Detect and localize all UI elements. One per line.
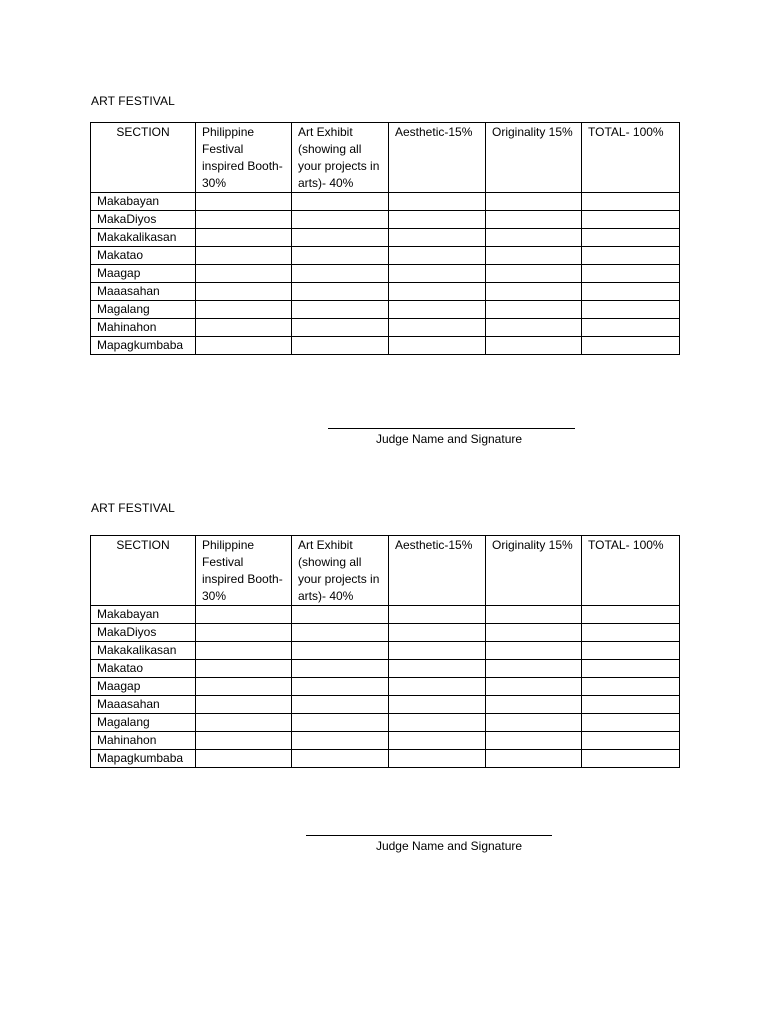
score-cell[interactable] bbox=[486, 193, 582, 211]
score-cell[interactable] bbox=[486, 265, 582, 283]
score-cell[interactable] bbox=[292, 229, 389, 247]
score-cell[interactable] bbox=[486, 229, 582, 247]
table-row bbox=[91, 337, 680, 355]
table-row bbox=[91, 229, 680, 247]
score-cell[interactable] bbox=[196, 319, 292, 337]
section-name: Makatao bbox=[91, 247, 196, 265]
score-cell[interactable] bbox=[389, 678, 486, 696]
score-cell[interactable] bbox=[486, 714, 582, 732]
score-cell[interactable] bbox=[389, 193, 486, 211]
header-originality: Originality 15% bbox=[486, 536, 582, 606]
score-cell[interactable] bbox=[292, 283, 389, 301]
section-name: Makabayan bbox=[91, 193, 196, 211]
table-row bbox=[91, 678, 680, 696]
score-cell[interactable] bbox=[582, 624, 680, 642]
score-table bbox=[90, 122, 680, 355]
score-cell[interactable] bbox=[196, 606, 292, 624]
section-name: Magalang bbox=[91, 714, 196, 732]
table-row bbox=[91, 211, 680, 229]
header-section: SECTION bbox=[91, 123, 196, 193]
header-festival-booth: Philippine Festival inspired Booth-30% bbox=[196, 123, 292, 193]
score-cell[interactable] bbox=[196, 732, 292, 750]
score-cell[interactable] bbox=[389, 337, 486, 355]
score-cell[interactable] bbox=[582, 678, 680, 696]
score-cell[interactable] bbox=[486, 301, 582, 319]
table-row bbox=[91, 247, 680, 265]
score-cell[interactable] bbox=[196, 283, 292, 301]
section-name: Mapagkumbaba bbox=[91, 750, 196, 768]
form-title: ART FESTIVAL bbox=[91, 94, 175, 108]
table-header-row bbox=[91, 536, 680, 606]
header-festival-booth: Philippine Festival inspired Booth-30% bbox=[196, 536, 292, 606]
score-cell[interactable] bbox=[486, 337, 582, 355]
section-name: MakaDiyos bbox=[91, 211, 196, 229]
score-cell[interactable] bbox=[389, 247, 486, 265]
score-cell[interactable] bbox=[196, 750, 292, 768]
section-name: Mahinahon bbox=[91, 732, 196, 750]
score-cell[interactable] bbox=[582, 247, 680, 265]
score-cell[interactable] bbox=[196, 714, 292, 732]
header-total: TOTAL- 100% bbox=[582, 536, 680, 606]
score-cell[interactable] bbox=[389, 319, 486, 337]
score-cell[interactable] bbox=[582, 606, 680, 624]
score-cell[interactable] bbox=[389, 265, 486, 283]
score-cell[interactable] bbox=[582, 193, 680, 211]
score-cell[interactable] bbox=[389, 283, 486, 301]
score-cell[interactable] bbox=[582, 750, 680, 768]
table-row bbox=[91, 642, 680, 660]
score-cell[interactable] bbox=[486, 319, 582, 337]
score-cell[interactable] bbox=[292, 301, 389, 319]
score-cell[interactable] bbox=[486, 696, 582, 714]
section-name: MakaDiyos bbox=[91, 624, 196, 642]
score-cell[interactable] bbox=[486, 211, 582, 229]
score-cell[interactable] bbox=[292, 750, 389, 768]
score-cell[interactable] bbox=[389, 606, 486, 624]
score-cell[interactable] bbox=[292, 678, 389, 696]
score-cell[interactable] bbox=[292, 265, 389, 283]
header-art-exhibit: Art Exhibit (showing all your projects in arts)- 40% bbox=[292, 123, 389, 193]
score-cell[interactable] bbox=[389, 750, 486, 768]
table-row bbox=[91, 750, 680, 768]
score-cell[interactable] bbox=[196, 678, 292, 696]
score-cell[interactable] bbox=[486, 606, 582, 624]
score-cell[interactable] bbox=[292, 696, 389, 714]
section-name: Makatao bbox=[91, 660, 196, 678]
score-cell[interactable] bbox=[486, 642, 582, 660]
score-cell[interactable] bbox=[389, 660, 486, 678]
score-cell[interactable] bbox=[292, 624, 389, 642]
table-row bbox=[91, 696, 680, 714]
score-cell[interactable] bbox=[486, 624, 582, 642]
score-cell[interactable] bbox=[582, 642, 680, 660]
score-cell[interactable] bbox=[196, 229, 292, 247]
table-row bbox=[91, 606, 680, 624]
score-table bbox=[90, 535, 680, 768]
score-cell[interactable] bbox=[389, 624, 486, 642]
score-cell[interactable] bbox=[582, 211, 680, 229]
score-cell[interactable] bbox=[292, 732, 389, 750]
score-cell[interactable] bbox=[582, 660, 680, 678]
score-cell[interactable] bbox=[389, 642, 486, 660]
table-row bbox=[91, 624, 680, 642]
table-row bbox=[91, 732, 680, 750]
score-cell[interactable] bbox=[196, 624, 292, 642]
signature-line[interactable] bbox=[306, 835, 552, 836]
section-name: Maagap bbox=[91, 678, 196, 696]
score-cell[interactable] bbox=[389, 229, 486, 247]
score-cell[interactable] bbox=[389, 732, 486, 750]
score-cell[interactable] bbox=[292, 714, 389, 732]
score-cell[interactable] bbox=[292, 193, 389, 211]
score-cell[interactable] bbox=[292, 211, 389, 229]
score-cell[interactable] bbox=[292, 337, 389, 355]
table-row bbox=[91, 319, 680, 337]
header-originality: Originality 15% bbox=[486, 123, 582, 193]
header-art-exhibit: Art Exhibit (showing all your projects in arts)- 40% bbox=[292, 536, 389, 606]
section-name: Mapagkumbaba bbox=[91, 337, 196, 355]
score-cell[interactable] bbox=[196, 660, 292, 678]
table-row bbox=[91, 283, 680, 301]
signature-label: Judge Name and Signature bbox=[375, 839, 523, 853]
table-header-row bbox=[91, 123, 680, 193]
score-cell[interactable] bbox=[196, 193, 292, 211]
score-cell[interactable] bbox=[389, 211, 486, 229]
section-name: Makakalikasan bbox=[91, 642, 196, 660]
signature-label: Judge Name and Signature bbox=[375, 432, 523, 446]
score-cell[interactable] bbox=[486, 660, 582, 678]
score-cell[interactable] bbox=[582, 319, 680, 337]
signature-line[interactable] bbox=[328, 428, 575, 429]
score-cell[interactable] bbox=[292, 642, 389, 660]
section-name: Maaasahan bbox=[91, 283, 196, 301]
score-cell[interactable] bbox=[582, 732, 680, 750]
score-cell[interactable] bbox=[582, 337, 680, 355]
score-cell[interactable] bbox=[486, 283, 582, 301]
score-cell[interactable] bbox=[196, 642, 292, 660]
score-cell[interactable] bbox=[486, 732, 582, 750]
score-cell[interactable] bbox=[582, 714, 680, 732]
score-cell[interactable] bbox=[582, 696, 680, 714]
score-cell[interactable] bbox=[486, 678, 582, 696]
form-title: ART FESTIVAL bbox=[91, 501, 175, 515]
section-name: Makakalikasan bbox=[91, 229, 196, 247]
table-row bbox=[91, 714, 680, 732]
score-cell[interactable] bbox=[196, 301, 292, 319]
score-cell[interactable] bbox=[486, 750, 582, 768]
score-cell[interactable] bbox=[582, 301, 680, 319]
section-name: Magalang bbox=[91, 301, 196, 319]
score-cell[interactable] bbox=[389, 696, 486, 714]
score-cell[interactable] bbox=[196, 211, 292, 229]
score-cell[interactable] bbox=[196, 337, 292, 355]
header-aesthetic: Aesthetic-15% bbox=[389, 536, 486, 606]
table-row bbox=[91, 193, 680, 211]
score-cell[interactable] bbox=[389, 301, 486, 319]
score-cell[interactable] bbox=[292, 247, 389, 265]
header-total: TOTAL- 100% bbox=[582, 123, 680, 193]
table-row bbox=[91, 301, 680, 319]
header-aesthetic: Aesthetic-15% bbox=[389, 123, 486, 193]
score-cell[interactable] bbox=[582, 283, 680, 301]
header-section: SECTION bbox=[91, 536, 196, 606]
score-cell[interactable] bbox=[196, 696, 292, 714]
score-cell[interactable] bbox=[196, 265, 292, 283]
score-cell[interactable] bbox=[486, 247, 582, 265]
score-cell[interactable] bbox=[582, 265, 680, 283]
score-cell[interactable] bbox=[292, 319, 389, 337]
score-cell[interactable] bbox=[389, 714, 486, 732]
score-cell[interactable] bbox=[196, 247, 292, 265]
score-cell[interactable] bbox=[292, 606, 389, 624]
score-cell[interactable] bbox=[292, 660, 389, 678]
table-row bbox=[91, 660, 680, 678]
section-name: Maaasahan bbox=[91, 696, 196, 714]
section-name: Makabayan bbox=[91, 606, 196, 624]
section-name: Maagap bbox=[91, 265, 196, 283]
section-name: Mahinahon bbox=[91, 319, 196, 337]
score-cell[interactable] bbox=[582, 229, 680, 247]
table-row bbox=[91, 265, 680, 283]
